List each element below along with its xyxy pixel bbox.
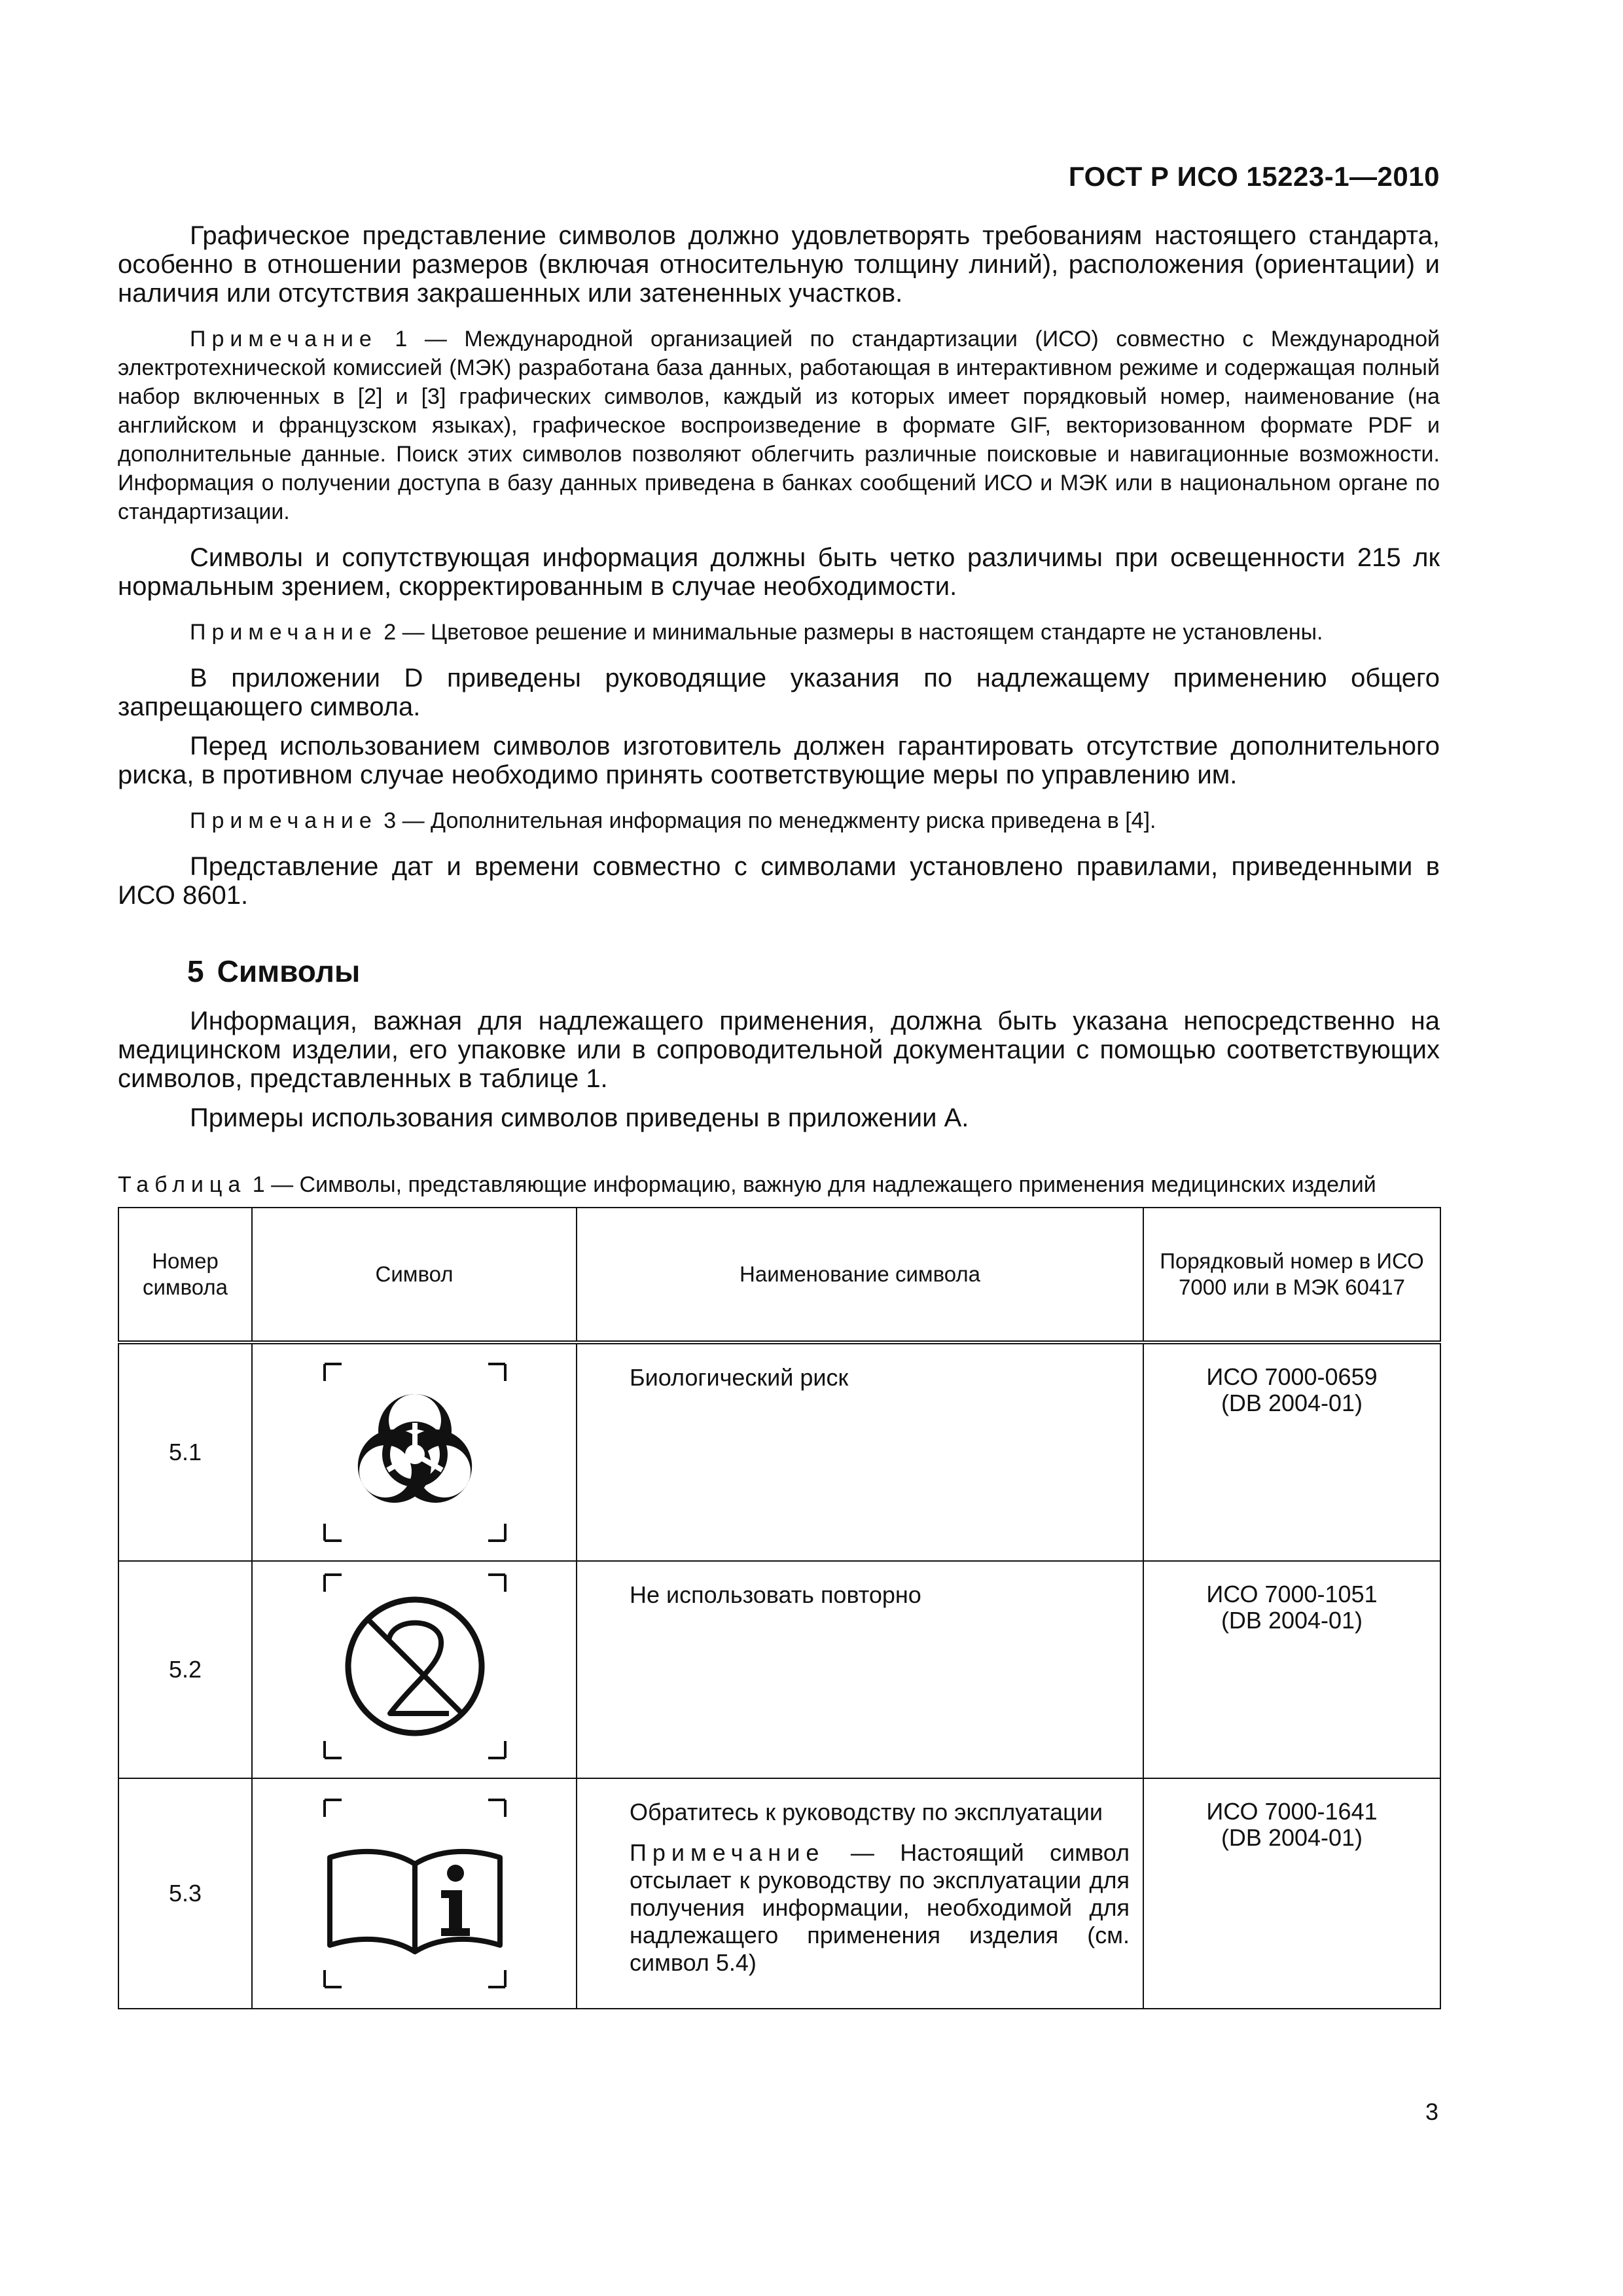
consult-instructions-icon bbox=[253, 1779, 577, 2008]
table-caption bbox=[118, 1172, 1440, 1198]
table-caption-label: Таблица bbox=[118, 1172, 247, 1197]
symbol-cell bbox=[252, 1561, 577, 1778]
reference-database: (DB 2004-01) bbox=[1221, 1390, 1363, 1416]
symbol-number-cell: 5.1 bbox=[118, 1342, 252, 1561]
reference-number: ИСО 7000-1641 bbox=[1206, 1798, 1378, 1825]
header-reference-number: Порядковый номер в ИСО 7000 или в МЭК 60417 bbox=[1143, 1208, 1440, 1342]
page-content bbox=[118, 221, 1440, 2009]
biohazard-icon bbox=[253, 1344, 577, 1560]
section-title: Символы bbox=[217, 954, 361, 988]
table-header-row bbox=[118, 1208, 1440, 1342]
symbol-number-cell: 5.3 bbox=[118, 1778, 252, 2009]
symbol-cell bbox=[252, 1342, 577, 1561]
header-symbol-number: Номер символа bbox=[118, 1208, 252, 1342]
do-not-reuse-icon bbox=[253, 1562, 577, 1778]
section-paragraph-examples: Примеры использования символов приведены в приложении А. bbox=[190, 1103, 969, 1132]
symbol-name-cell bbox=[577, 1778, 1143, 2009]
symbol-name-cell: Не использовать повторно bbox=[577, 1561, 1143, 1778]
note-1 bbox=[118, 325, 1440, 526]
reference-number: ИСО 7000-1051 bbox=[1206, 1581, 1378, 1607]
header-symbol-name: Наименование символа bbox=[577, 1208, 1143, 1342]
section-heading bbox=[187, 953, 1440, 990]
symbols-table bbox=[118, 1207, 1441, 2009]
paragraph-graphic-representation: Графическое представление символов должно удовлетворять требованиям настоящего стандарта, особенно в отношении размеров (включая относительную толщину линий), расположения (ориентации) и наличия или отсутствия закрашенных или затененных участков. bbox=[118, 221, 1440, 308]
note-2 bbox=[118, 618, 1440, 647]
symbol-note bbox=[630, 1839, 1130, 1977]
table-row bbox=[118, 1561, 1440, 1778]
note-3 bbox=[118, 806, 1440, 835]
paragraph-dates: Представление дат и времени совместно с символами установлено правилами, приведенными в ИСО 8601. bbox=[118, 852, 1440, 910]
table-row bbox=[118, 1778, 1440, 2009]
note-3-text: 3 — Дополнительная информация по менеджменту риска приведена в [4]. bbox=[377, 808, 1156, 833]
reference-cell bbox=[1143, 1561, 1440, 1778]
paragraph-risk: Перед использованием символов изготовитель должен гарантировать отсутствие дополнительного риска, в противном случае необходимо принять соответствующие меры по управлению им. bbox=[118, 732, 1440, 789]
note-2-label: Примечание bbox=[190, 620, 378, 645]
reference-number: ИСО 7000-0659 bbox=[1206, 1363, 1378, 1390]
reference-cell bbox=[1143, 1778, 1440, 2009]
symbol-number-cell: 5.2 bbox=[118, 1561, 252, 1778]
section-paragraph-info: Информация, важная для надлежащего применения, должна быть указана непосредственно на медицинском изделии, его упаковке или в сопроводительной документации с помощью соответствующих символов, представленных в таблице 1. bbox=[118, 1007, 1440, 1093]
reference-database: (DB 2004-01) bbox=[1221, 1607, 1363, 1634]
note-1-text: 1 — Международной организацией по стандартизации (ИСО) совместно с Международной электротехнической комиссией (МЭК) разработана база данных, работающая в интерактивном режиме и содержащая полный набор включенных в [2] и [3] графических символов, каждый из которых имеет порядковый номер, наименование (на английском и французском языках), графическое воспроизведение в формате GIF, векторизованном формате PDF и дополнительные данные. Поиск этих символов позволяют облегчить различные поисковые и навигационные возможности. Информация о получении доступа в базу данных приведена в банках сообщений ИСО и МЭК или в национальном органе по стандартизации. bbox=[118, 327, 1440, 524]
note-2-text: 2 — Цветовое решение и минимальные размеры в настоящем стандарте не установлены. bbox=[377, 620, 1323, 645]
page-number: 3 bbox=[1425, 2098, 1438, 2125]
symbol-name: Обратитесь к руководству по эксплуатации bbox=[630, 1799, 1103, 1825]
document-code: ГОСТ Р ИСО 15223-1—2010 bbox=[1068, 161, 1440, 192]
paragraph-legibility: Символы и сопутствующая информация должны быть четко различимы при освещенности 215 лк нормальным зрением, скорректированным в случае необходимости. bbox=[118, 543, 1440, 601]
note-3-label: Примечание bbox=[190, 808, 378, 833]
note-1-label: Примечание bbox=[190, 327, 378, 351]
paragraph-annex-d: В приложении D приведены руководящие указания по надлежащему применению общего запрещающего символа. bbox=[118, 664, 1440, 721]
reference-database: (DB 2004-01) bbox=[1221, 1824, 1363, 1851]
section-number: 5 bbox=[187, 954, 204, 988]
reference-cell bbox=[1143, 1342, 1440, 1561]
symbol-note-text: — Настоящий символ отсылает к руководству по эксплуатации для получения информации, необходимой для надлежащего применения изделия (см. символ 5.4) bbox=[630, 1839, 1130, 1976]
table-row bbox=[118, 1342, 1440, 1561]
symbol-note-label: Примечание bbox=[630, 1839, 825, 1866]
symbol-cell bbox=[252, 1778, 577, 2009]
table-caption-text: 1 — Символы, представляющие информацию, важную для надлежащего применения медицинских изделий bbox=[246, 1172, 1376, 1197]
header-symbol: Символ bbox=[252, 1208, 577, 1342]
symbol-name-cell: Биологический риск bbox=[577, 1342, 1143, 1561]
